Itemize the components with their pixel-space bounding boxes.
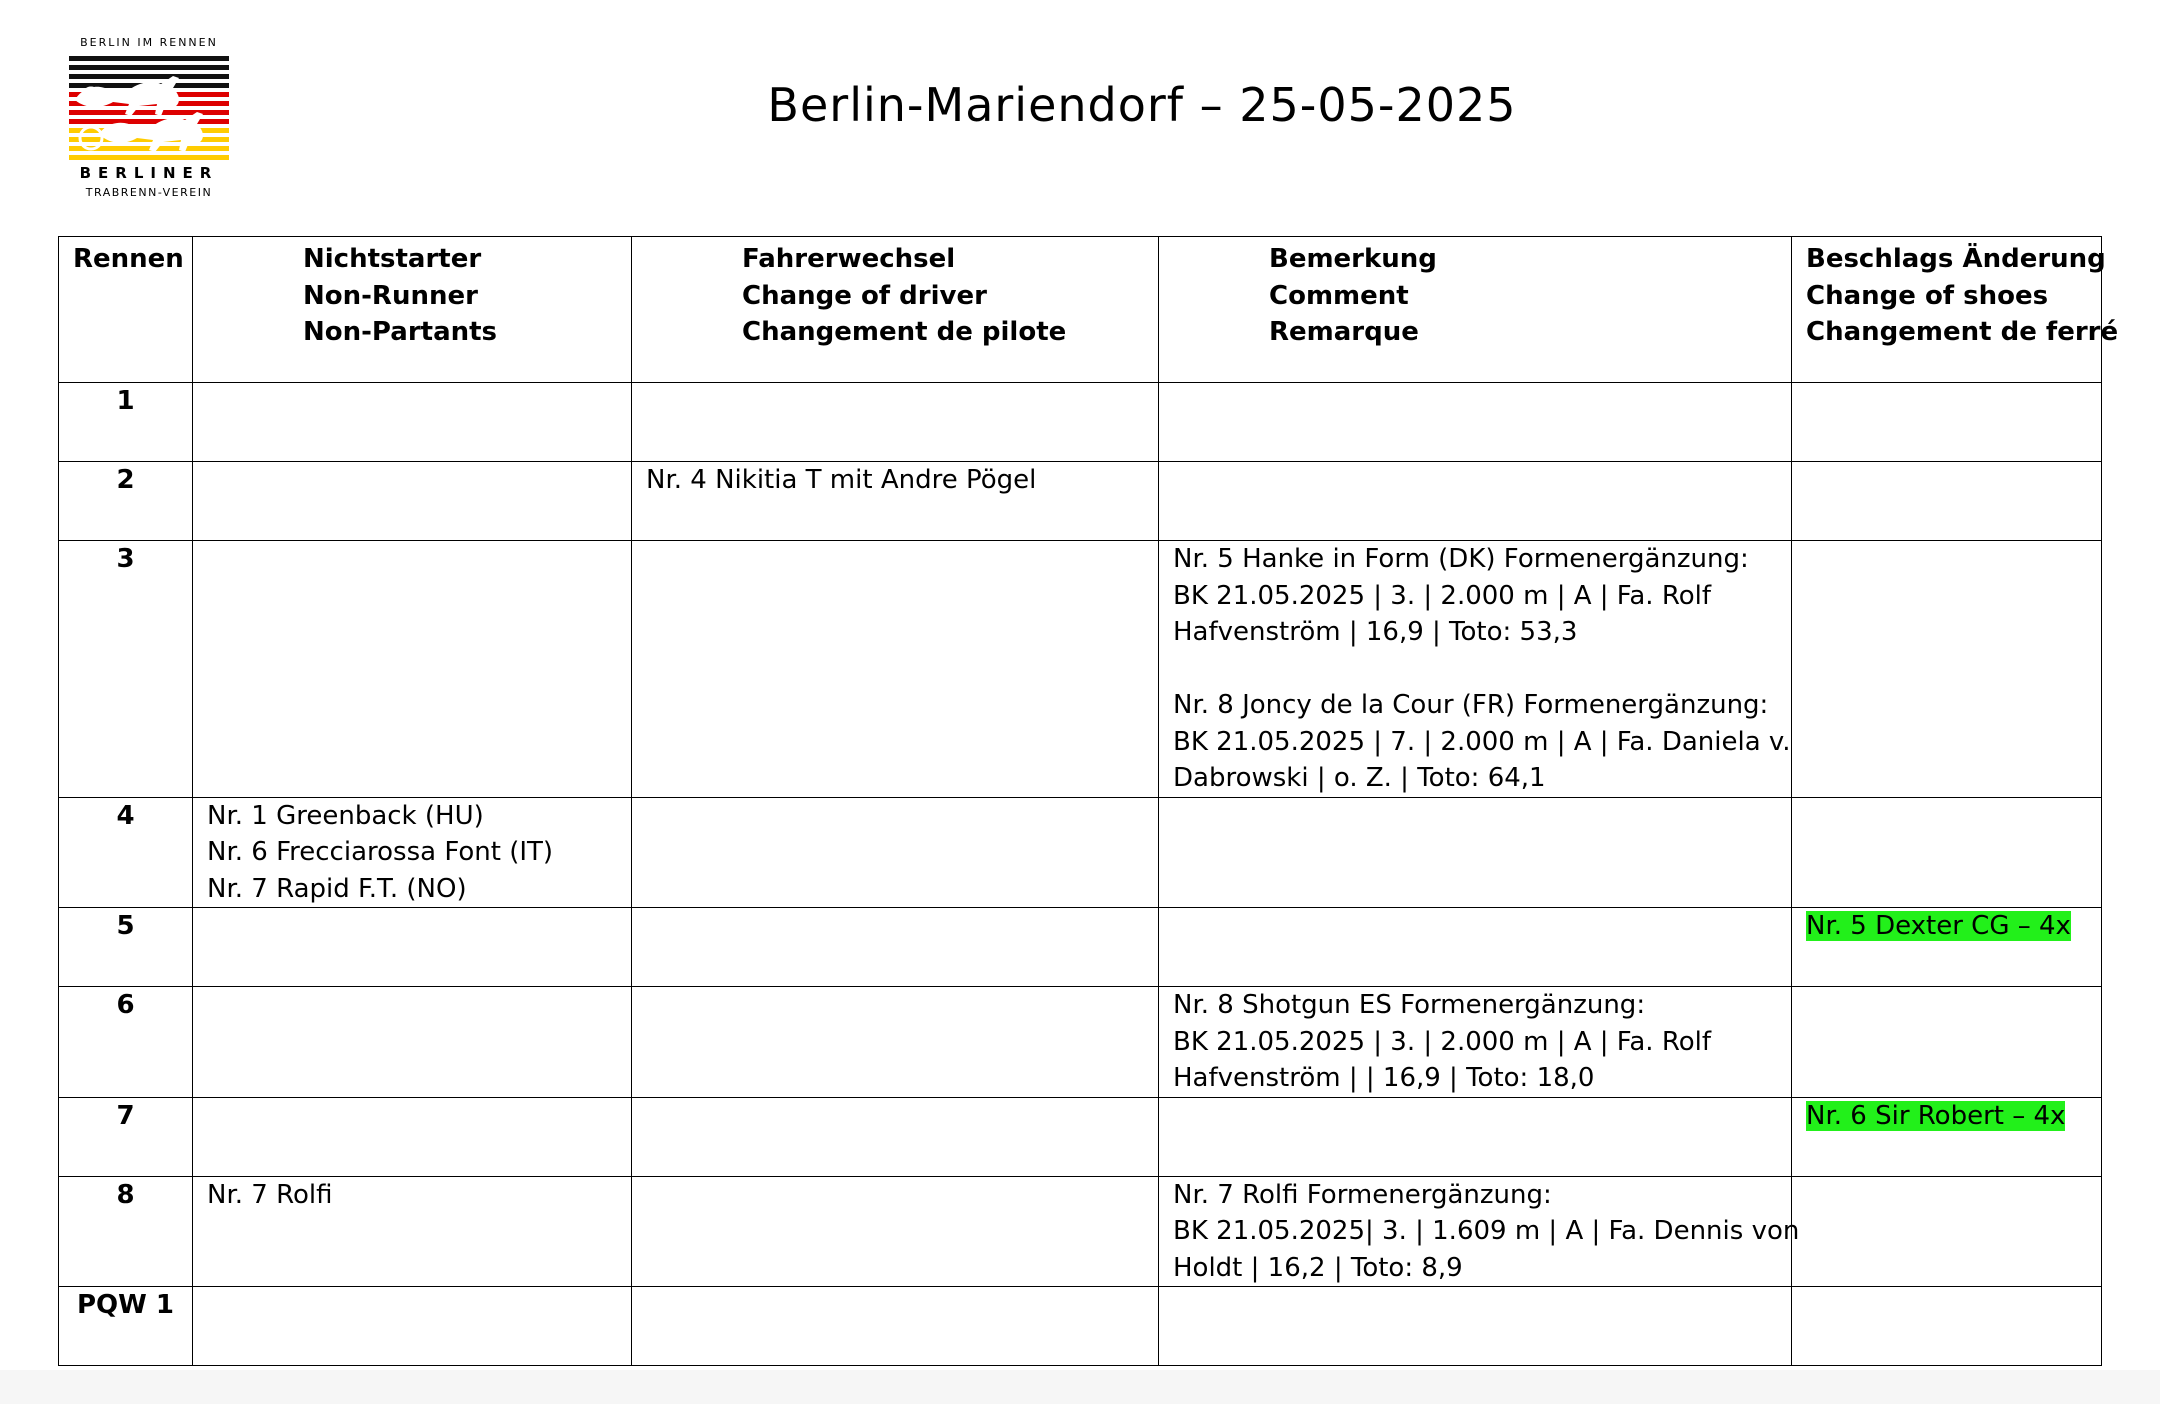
race-number: 2 [59,462,193,541]
comment-cell [1159,1287,1792,1366]
nonrunner-entry: Nr. 6 Frecciarossa Font (IT) [207,837,554,867]
nonrunner-cell [193,462,632,541]
nonrunner-cell [193,987,632,1098]
race-number: 4 [59,797,193,908]
table-row [59,908,2102,987]
table-row [59,797,2102,908]
shoes-cell [1792,383,2102,462]
comment-cell [1159,541,1792,798]
header-bemerkung: Bemerkung Comment Remarque [1159,237,1792,383]
driver-change-cell [632,541,1159,798]
race-number: 3 [59,541,193,798]
nonrunner-entry: Nr. 7 Rapid F.T. (NO) [207,873,467,904]
table-row [59,987,2102,1098]
shoes-cell [1792,1097,2102,1176]
table-row [59,541,2102,798]
comment-line: BK 21.05.2025 | 7. | 2.000 m | A | Fa. Daniela v. [1173,726,1791,757]
header-beschlag: Beschlags Änderung Change of shoes Changement de ferré [1792,237,2102,383]
table-row [59,1287,2102,1366]
header-rennen: Rennen [59,237,193,383]
comment-line: BK 21.05.2025 | 3. | 2.000 m | A | Fa. Rolf [1173,1026,1712,1057]
nonrunner-cell [193,1097,632,1176]
nonrunner-cell [193,1176,632,1287]
comment-cell [1159,908,1792,987]
driver-change-cell [632,383,1159,462]
nonrunner-cell [193,797,632,908]
shoes-change-highlight: Nr. 6 Sir Robert – 4x [1806,1100,2066,1131]
nonrunner-cell [193,383,632,462]
logo-top-text: BERLIN IM RENNEN [80,36,218,49]
comment-cell [1159,462,1792,541]
shoes-cell [1792,541,2102,798]
race-number: 6 [59,987,193,1098]
driver-change-cell [632,1097,1159,1176]
driver-change-cell [632,1176,1159,1287]
table-row [59,462,2102,541]
comment-line: Dabrowski | o. Z. | Toto: 64,1 [1173,763,1546,793]
nonrunner-cell [193,541,632,798]
comment-line: Hafvenström | 16,9 | Toto: 53,3 [1173,617,1578,647]
table-header-row [59,237,2102,383]
driver-change-text: Nr. 4 Nikitia T mit Andre Pögel [646,465,1037,495]
comment-cell [1159,1097,1792,1176]
nonrunner-cell [193,908,632,987]
header-fahrerwechsel: Fahrerwechsel Change of driver Changement de pilote [632,237,1159,383]
shoes-cell [1792,797,2102,908]
comment-line: Nr. 5 Hanke in Form (DK) Formenergänzung: [1173,544,1749,574]
shoes-cell [1792,1176,2102,1287]
comment-line: Nr. 8 Shotgun ES Formenergänzung: [1173,990,1646,1020]
comment-cell [1159,383,1792,462]
nonrunner-cell [193,1287,632,1366]
shoes-cell [1792,1287,2102,1366]
shoes-cell [1792,462,2102,541]
race-changes-table [58,236,2119,1366]
race-number: 5 [59,908,193,987]
table-row [59,383,2102,462]
header-nichtstarter: Nichtstarter Non-Runner Non-Partants [193,237,632,383]
nonrunner-entry: Nr. 7 Rolfi [207,1179,333,1210]
comment-cell [1159,797,1792,908]
comment-line: Nr. 7 Rolfi Formenergänzung: [1173,1179,1552,1210]
comment-line: BK 21.05.2025 | 3. | 2.000 m | A | Fa. Rolf [1173,580,1712,611]
shoes-cell [1792,987,2102,1098]
comment-cell [1159,987,1792,1098]
comment-line: BK 21.05.2025| 3. | 1.609 m | A | Fa. Dennis von [1173,1216,1800,1246]
shoes-change-highlight: Nr. 5 Dexter CG – 4x [1806,911,2071,941]
page-bottom-strip [0,1370,2160,1404]
driver-change-cell [632,1287,1159,1366]
table-row [59,1097,2102,1176]
shoes-cell [1792,908,2102,987]
driver-change-cell [632,908,1159,987]
race-number: 7 [59,1097,193,1176]
table-row [59,1176,2102,1287]
comment-line: Holdt | 16,2 | Toto: 8,9 [1173,1252,1463,1283]
comment-line: Hafvenström | | 16,9 | Toto: 18,0 [1173,1063,1595,1093]
logo-mid-text: BERLINER [79,164,219,182]
driver-change-cell [632,987,1159,1098]
page-title: Berlin-Mariendorf – 25-05-2025 [767,78,1517,132]
logo-bottom-text: TRABRENN-VEREIN [85,186,213,199]
nonrunner-entry: Nr. 1 Greenback (HU) [207,800,484,831]
race-number: PQW 1 [59,1287,193,1366]
driver-change-cell [632,797,1159,908]
comment-line: Nr. 8 Joncy de la Cour (FR) Formenergänzung: [1173,690,1769,720]
comment-cell [1159,1176,1800,1287]
race-number: 1 [59,383,193,462]
driver-change-cell [632,462,1159,541]
race-number: 8 [59,1176,193,1287]
